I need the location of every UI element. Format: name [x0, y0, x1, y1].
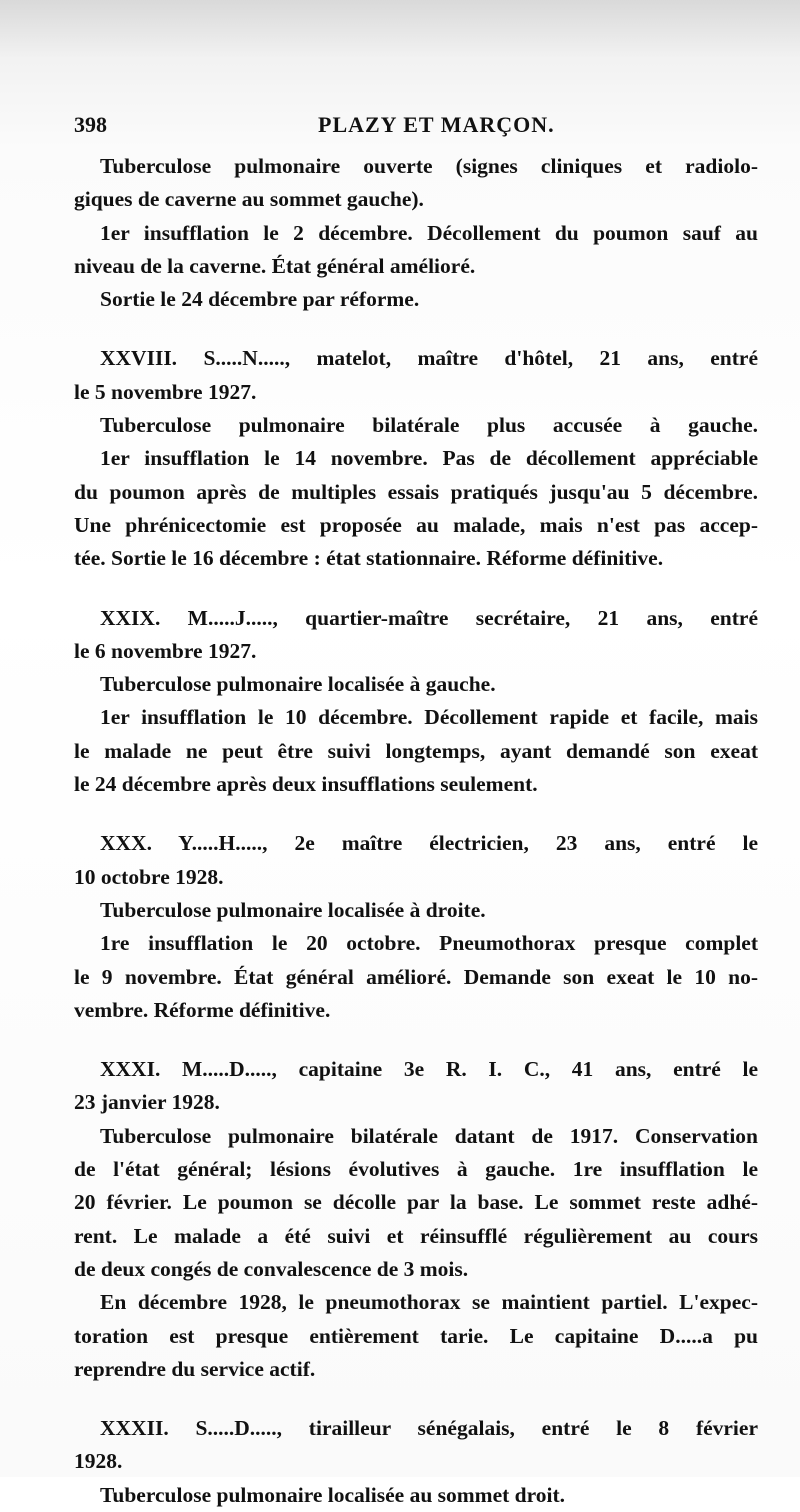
text-line: XXVIII. S.....N....., matelot, maître d'hôtel, 21 ans, entré [100, 346, 758, 371]
text-line: de l'état général; lésions évolutives à gauche. 1re insufflation le [74, 1157, 758, 1182]
text-line: Tuberculose pulmonaire localisée au sommet droit. [100, 1482, 566, 1507]
text-line: 20 février. Le poumon se décolle par la base. Le sommet reste adhé- [74, 1190, 758, 1215]
text-line: tée. Sortie le 16 décembre : état stationnaire. Réforme définitive. [74, 546, 664, 571]
text-line: de deux congés de convalescence de 3 mois. [74, 1256, 469, 1281]
text-line: Tuberculose pulmonaire bilatérale datant de 1917. Conservation [100, 1123, 758, 1148]
case-entry [74, 1053, 758, 1386]
text-line: En décembre 1928, le pneumothorax se maintient partiel. L'expec- [100, 1290, 758, 1315]
page-number: 398 [74, 112, 107, 137]
text-line: 10 octobre 1928. [74, 864, 224, 889]
text-line: le malade ne peut être suivi longtemps, ayant demandé son exeat [74, 738, 758, 763]
text-line: le 5 novembre 1927. [74, 379, 257, 404]
case-entry [74, 602, 758, 802]
text-line: 1re insufflation le 20 octobre. Pneumothorax presque complet [100, 931, 758, 956]
text-line: giques de caverne au sommet gauche). [74, 187, 424, 212]
text-line: vembre. Réforme définitive. [74, 997, 331, 1022]
text-line: 23 janvier 1928. [74, 1090, 220, 1115]
text-line: le 24 décembre après deux insufflations seulement. [74, 772, 538, 797]
text-line: Tuberculose pulmonaire ouverte (signes cliniques et radiolo- [100, 154, 758, 178]
text-line: reprendre du service actif. [74, 1356, 316, 1381]
case-entry [74, 150, 758, 316]
case-entry [74, 342, 758, 575]
text-line: rent. Le malade a été suivi et réinsufflé régulièrement au cours [74, 1223, 758, 1248]
case-entry [74, 827, 758, 1027]
text-line: toration est presque entièrement tarie. Le capitaine D.....a pu [74, 1323, 758, 1348]
text-line: le 9 novembre. État général amélioré. Demande son exeat le 10 no- [74, 964, 758, 989]
text-line: 1928. [74, 1449, 123, 1474]
text-line: Une phrénicectomie est proposée au malade, mais n'est pas accep- [74, 512, 758, 537]
text-line: 1er insufflation le 2 décembre. Décollement du poumon sauf au [100, 220, 758, 245]
text-line: Sortie le 24 décembre par réforme. [100, 287, 420, 312]
running-header [74, 112, 726, 142]
text-line: XXX. Y.....H....., 2e maître électricien, 23 ans, entré le [100, 831, 758, 856]
text-line: XXIX. M.....J....., quartier-maître secrétaire, 21 ans, entré [100, 605, 758, 630]
text-line: XXXII. S.....D....., tirailleur sénégalais, entré le 8 février [100, 1416, 758, 1441]
running-title: PLAZY ET MARÇON. [318, 112, 555, 137]
text-line: niveau de la caverne. État général amélioré. [74, 253, 476, 278]
text-line: Tuberculose pulmonaire bilatérale plus accusée à gauche. [100, 413, 758, 438]
text-line: 1er insufflation le 10 décembre. Décollement rapide et facile, mais [100, 705, 758, 730]
text-line: Tuberculose pulmonaire localisée à gauche. [100, 672, 496, 697]
case-entry [74, 1412, 758, 1512]
text-line: Tuberculose pulmonaire localisée à droite. [100, 897, 486, 922]
text-line: XXXI. M.....D....., capitaine 3e R. I. C., 41 ans, entré le [100, 1057, 758, 1082]
text-line: 1er insufflation le 14 novembre. Pas de décollement appréciable [100, 446, 758, 471]
text-line: le 6 novembre 1927. [74, 638, 257, 663]
document-body [74, 150, 758, 1512]
text-line: du poumon après de multiples essais pratiqués jusqu'au 5 décembre. [74, 479, 758, 504]
